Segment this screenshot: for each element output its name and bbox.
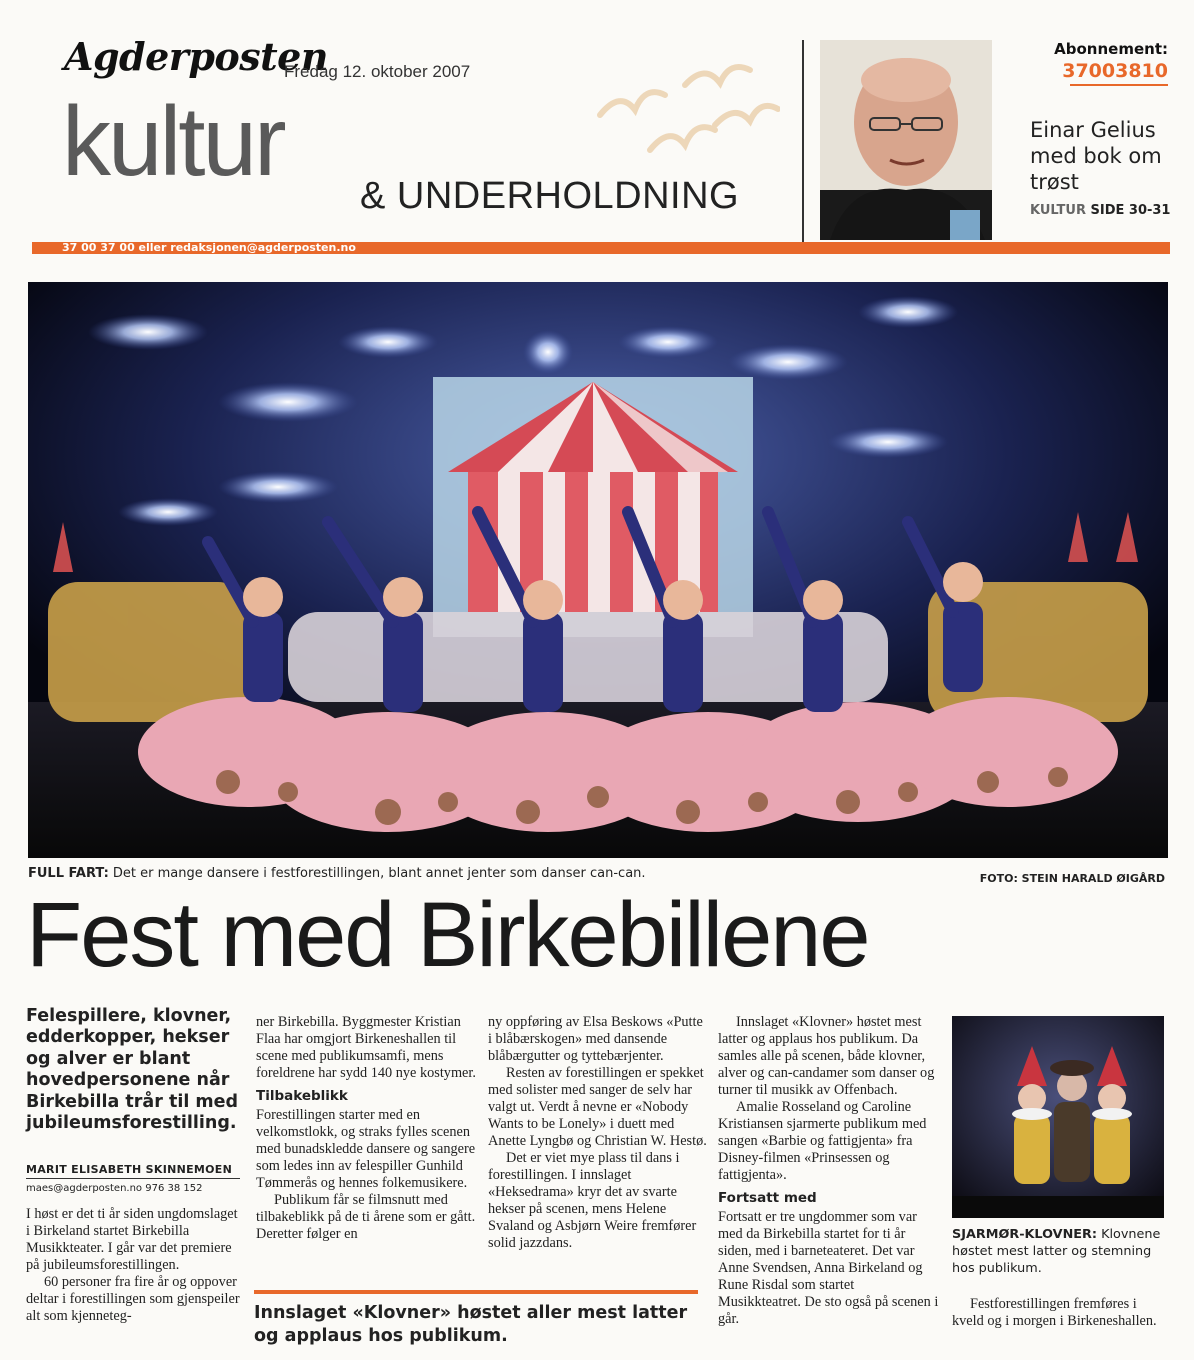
paragraph: Amalie Rosseland og Caroline Kristiansen sjarmerte publikum med sangen «Barbie og fattigjenta» fra Disney-filmen «Prinsessen og fattigjenta».: [718, 1099, 927, 1183]
paragraph: 60 personer fra fire år og oppover deltar i forestillingen som gjenspeiler alt som kjenneteg-: [26, 1274, 240, 1324]
pull-quote: Innslaget «Klovner» høstet aller mest latter og applaus hos publikum.: [254, 1303, 688, 1346]
subscription-number: 37003810: [1062, 60, 1168, 82]
article-column-2: [256, 1014, 478, 1243]
author-email: maes@agderposten.no 976 38 152: [26, 1183, 203, 1194]
paragraph: Publikum får se filmsnutt med tilbakeblikk på de ti årene som er gått. Deretter følger en: [256, 1192, 476, 1242]
section-subtitle: & UNDERHOLDNING: [360, 175, 740, 217]
article-headline: Fest med Birkebillene: [26, 884, 869, 986]
paragraph: ny oppføring av Elsa Beskows «Putte i blåbærskogen» med dansende blåbærgutter og tyttebærjenter.: [488, 1014, 703, 1064]
paragraph: Innslaget «Klovner» høstet mest latter og applaus hos publikum. Da samles alle på scenen, både klovner, alver og can-candamer som danser og turner til musikk av Offenbach.: [718, 1014, 935, 1098]
article-column-4: [718, 1014, 940, 1328]
paragraph: Forestillingen starter med en velkomstlokk, og straks fylles scenen med bunadskledde dansere og sangere som ledes inn av felespiller Gunhild Tømmerås og hennes folkemusikere.: [256, 1107, 476, 1191]
teaser-page-reference: [1030, 203, 1170, 218]
paragraph: Fortsatt er tre ungdommer som var med da Birkebilla startet for ti år siden, med i barneteateret. Det var Anne Svendsen, Anna Birkeland og Rune Risdal som startet Musikkteatret. De sto også på scenen i går.: [718, 1209, 939, 1327]
paragraph: Festforestillingen fremføres i kveld og i morgen i Birkeneshallen.: [952, 1296, 1157, 1329]
main-photo: [28, 282, 1168, 858]
main-photo-caption: [28, 866, 828, 881]
subheading: Fortsatt med: [718, 1190, 817, 1206]
paragraph: I høst er det ti år siden ungdomslaget i Birkeland startet Birkebilla Musikkteater. I går var det premiere på jubileumsforestillingen.: [26, 1206, 238, 1273]
contact-info: 37 00 37 00 eller redaksjonen@agderposten.no: [62, 241, 356, 254]
article-byline: MARIT ELISABETH SKINNEMOEN: [26, 1163, 233, 1176]
teaser-text: Einar Gelius med bok om trøst: [1030, 118, 1162, 194]
small-caption-text: Klovnene høstet mest latter og stemning hos publikum.: [952, 1227, 1161, 1276]
small-caption-lead: SJARMØR-KLOVNER:: [952, 1227, 1097, 1242]
masthead-divider: [802, 40, 804, 242]
newspaper-logo: Agderposten: [64, 34, 328, 79]
paragraph: Det er viet mye plass til dans i forestillingen. I innslaget «Heksedrama» kryr det av svarte hekser på scenen, mens Helene Svaland og Asbjørn Weire fremfører solid jazzdans.: [488, 1150, 697, 1251]
teaser-ref-page: SIDE 30-31: [1090, 203, 1171, 218]
section-title: kultur: [62, 86, 284, 196]
teaser-ref-section: KULTUR: [1030, 203, 1086, 218]
main-caption-lead: FULL FART:: [28, 866, 109, 881]
article-column-3: [488, 1014, 710, 1252]
subscription-label: Abonnement:: [1054, 40, 1168, 58]
issue-date: Fredag 12. oktober 2007: [284, 62, 471, 81]
main-caption-text: Det er mange dansere i festforestillingen, blant annet jenter som danser can-can.: [112, 866, 646, 881]
quote-accent-bar: [254, 1290, 698, 1294]
article-ingress: Felespillere, klovner, edderkopper, hekser og alver er blant hovedpersonene når Birkebilla trår til med jubileumsforestilling.: [26, 1006, 239, 1134]
teaser-portrait-photo: [820, 40, 992, 240]
seagulls-illustration: [590, 55, 780, 175]
subscription-underline: [1070, 84, 1168, 86]
clowns-photo-caption: [952, 1226, 1167, 1277]
paragraph: ner Birkebilla. Byggmester Kristian Flaa har omgjort Birkeneshallen til scene med publikumsamfi, mens foreldrene har sydd 140 nye kostymer.: [256, 1014, 476, 1081]
article-column-1: [26, 1206, 244, 1325]
paragraph: Resten av forestillingen er spekket med solister med sanger de selv har valgt ut. Verdt å nevne er «Nobody Wants to be Lonely» i duett med Anette Lyngbø og Christian W. Hestø.: [488, 1065, 707, 1149]
clowns-photo: [952, 1016, 1164, 1218]
photo-credit: FOTO: STEIN HARALD ØIGÅRD: [979, 872, 1165, 885]
byline-rule: [26, 1178, 240, 1179]
article-column-5: [952, 1296, 1167, 1330]
subheading: Tilbakeblikk: [256, 1088, 348, 1104]
